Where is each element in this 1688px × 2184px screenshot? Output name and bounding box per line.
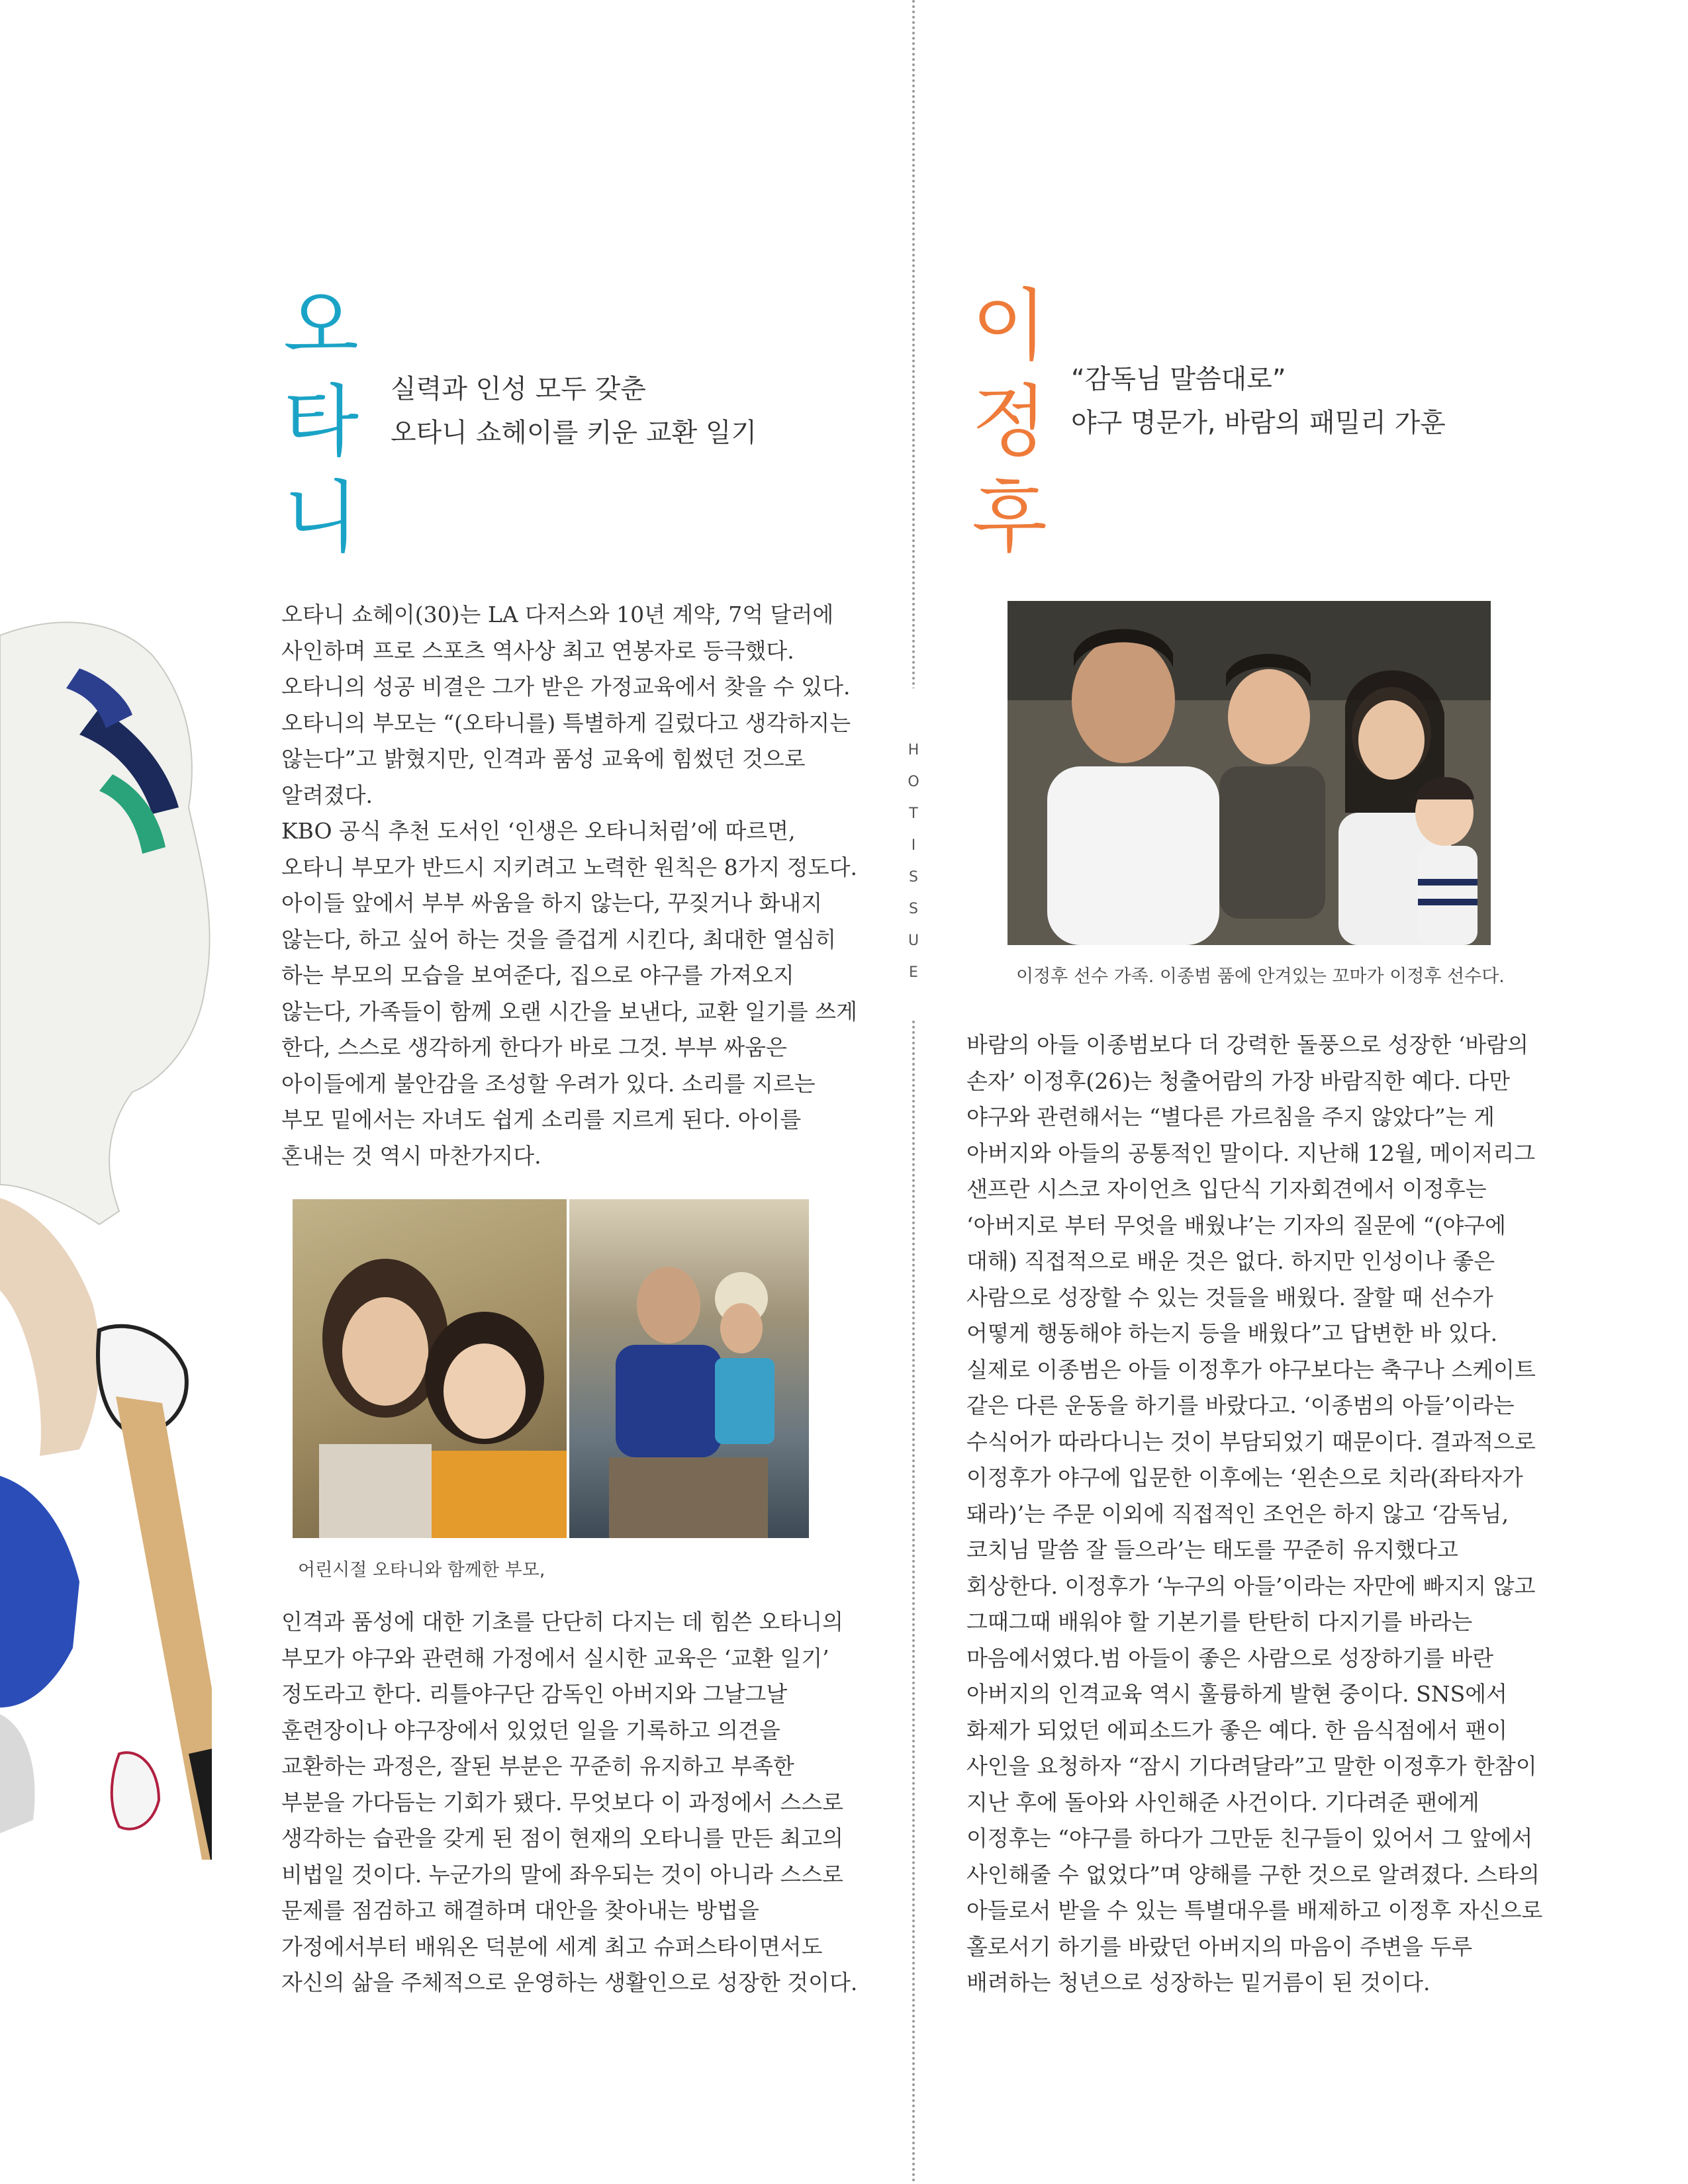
body-line: 않는다”고 밝혔지만, 인격과 품성 교육에 힘썼던 것으로 (281, 746, 806, 772)
body-line: 아버지의 인격교육 역시 훌륭하게 발현 중이다. SNS에서 (966, 1681, 1507, 1707)
body-line: 하는 부모의 모습을 보여준다, 집으로 야구를 가져오지 (281, 962, 794, 988)
ohtani-mother-photo (293, 1199, 567, 1538)
name-char: 니 (283, 472, 359, 563)
ohtani-vertical-name (283, 278, 359, 566)
section-label-letter: H (908, 742, 919, 758)
body-line: 이정후는 “야구를 하다가 그만둔 친구들이 있어서 그 앞에서 (966, 1825, 1533, 1851)
body-line: 훈련장이나 야구장에서 있었던 일을 기록하고 의견을 (281, 1717, 780, 1743)
lee-vertical-name (972, 278, 1047, 566)
body-line: 어떻게 행동해야 하는지 등을 배웠다”고 답변한 바 있다. (966, 1320, 1498, 1346)
section-label-letter: T (909, 805, 918, 822)
body-line: 사인하며 프로 스포츠 역사상 최고 연봉자로 등극했다. (281, 637, 794, 664)
body-line: 인격과 품성에 대한 기초를 단단히 다지는 데 힘쓴 오타니의 (281, 1609, 843, 1635)
body-line: KBO 공식 추천 도서인 ‘인생은 오타니처럼’에 따르면, (281, 818, 796, 844)
body-line: 생각하는 습관을 갖게 된 점이 현재의 오타니를 만든 최고의 (281, 1825, 843, 1851)
body-line: 배려하는 청년으로 성장하는 밑거름이 된 것이다. (966, 1970, 1430, 1995)
body-line: 화제가 되었던 에피소드가 좋은 예다. 한 음식점에서 팬이 (966, 1717, 1508, 1743)
body-line: 부모 밑에서는 자녀도 쉽게 소리를 지르게 된다. 아이를 (281, 1107, 802, 1132)
body-line: 마음에서였다.범 아들이 좋은 사람으로 성장하기를 바란 (966, 1645, 1494, 1671)
body-line: 사인을 요청하자 “잠시 기다려달라”고 말한 이정후가 한참이 (966, 1753, 1537, 1779)
body-line: 않는다, 하고 싶어 하는 것을 즐겁게 시킨다, 최대한 열심히 (281, 926, 837, 952)
body-line: 알려졌다. (281, 782, 373, 808)
section-label-letter: S (909, 869, 918, 886)
section-label-letter: U (908, 933, 919, 949)
name-char: 이 (972, 280, 1047, 371)
body-line: 부모가 야구와 관련해 가정에서 실시한 교육은 ‘교환 일기’ (281, 1645, 829, 1671)
name-char: 타 (283, 376, 359, 467)
lee-photo-caption: 이정후 선수 가족. 이종범 품에 안겨있는 꼬마가 이정후 선수다. (1016, 966, 1505, 987)
body-line: 같은 다른 운동을 하기를 바랐다고. ‘이종범의 아들’이라는 (966, 1392, 1515, 1418)
section-label (906, 735, 921, 989)
body-line: 오타니 쇼헤이(30)는 LA 다저스와 10년 계약, 7억 달러에 (281, 602, 834, 627)
body-line: 사람으로 성장할 수 있는 것들을 배웠다. 잘할 때 선수가 (966, 1284, 1493, 1310)
ohtani-body-part-2 (281, 1604, 857, 2001)
body-line: 혼내는 것 역시 마찬가지다. (281, 1142, 541, 1169)
body-line: 샌프란 시스코 자이언츠 입단식 기자회견에서 이정후는 (966, 1176, 1487, 1202)
section-label-letter: O (908, 774, 919, 790)
ohtani-father-photo (569, 1199, 809, 1538)
body-line: 정도라고 한다. 리틀야구단 감독인 아버지와 그날그날 (281, 1681, 788, 1707)
body-line: 바람의 아들 이종범보다 더 강력한 돌풍으로 성장한 ‘바람의 (966, 1032, 1528, 1058)
section-label-letter: S (909, 901, 918, 917)
body-line: 않는다, 가족들이 함께 오랜 시간을 보낸다, 교환 일기를 쓰게 (281, 998, 857, 1024)
body-line: 교환하는 과정은, 잘된 부분은 꾸준히 유지하고 부족한 (281, 1753, 794, 1779)
body-line: 돼라)’는 주문 이외에 직접적인 조언은 하지 않고 ‘감독님, (966, 1500, 1509, 1527)
body-line: ‘아버지로 부터 무엇을 배웠냐’는 기자의 질문에 “(야구에 (966, 1212, 1506, 1238)
lee-family-photo (1008, 601, 1491, 945)
body-line: 지난 후에 돌아와 사인해준 사건이다. 기다려준 팬에게 (966, 1789, 1479, 1815)
body-line: 홀로서기 하기를 바랐던 아버지의 마음이 주변을 두루 (966, 1933, 1473, 1960)
ohtani-photo-caption: 어린시절 오타니와 함께한 부모, (298, 1560, 545, 1580)
name-char: 후 (972, 472, 1047, 563)
headline-line: 오타니 쇼헤이를 키운 교환 일기 (391, 418, 757, 448)
body-line: 한다, 스스로 생각하게 한다가 바로 그것. 부부 싸움은 (281, 1034, 787, 1060)
body-line: 문제를 점검하고 해결하며 대안을 찾아내는 방법을 (281, 1897, 759, 1923)
section-label-letter: I (911, 837, 916, 854)
center-divider (912, 0, 915, 2184)
body-line: 아들로서 받을 수 있는 특별대우를 배제하고 이정후 자신으로 (966, 1897, 1543, 1923)
headline-line: 실력과 인성 모두 갖춘 (391, 374, 646, 404)
body-line: 오타니의 성공 비결은 그가 받은 가정교육에서 찾을 수 있다. (281, 674, 851, 700)
section-label-letter: E (909, 964, 918, 981)
body-line: 사인해줄 수 없었다”며 양해를 구한 것으로 알려졌다. 스타의 (966, 1861, 1540, 1888)
body-line: 오타니 부모가 반드시 지키려고 노력한 원칙은 8가지 정도다. (281, 854, 857, 880)
body-line: 아이들에게 불안감을 조성할 우려가 있다. 소리를 지르는 (281, 1070, 816, 1097)
name-char: 정 (972, 376, 1047, 467)
lee-headline (1071, 357, 1446, 445)
ohtani-headline (391, 367, 757, 455)
body-line: 야구와 관련해서는 “별다른 가르침을 주지 않았다”는 게 (966, 1104, 1495, 1130)
body-line: 대해) 직접적으로 배운 것은 없다. 하지만 인성이나 좋은 (966, 1248, 1495, 1274)
body-line: 회상한다. 이정후가 ‘누구의 아들’이라는 자만에 빠지지 않고 (966, 1572, 1536, 1599)
body-line: 수식어가 따라다니는 것이 부담되었기 때문이다. 결과적으로 (966, 1428, 1536, 1455)
athlete-cutout-image (0, 615, 212, 1860)
body-line: 아이들 앞에서 부부 싸움을 하지 않는다, 꾸짖거나 화내지 (281, 890, 823, 916)
lee-body (966, 1027, 1542, 2001)
name-char: 오 (283, 280, 359, 371)
ohtani-body-part-1 (281, 597, 857, 1174)
body-line: 아버지와 아들의 공통적인 말이다. 지난해 12월, 메이저리그 (966, 1140, 1536, 1166)
headline-line: “감독님 말씀대로” (1071, 364, 1286, 394)
body-line: 손자’ 이정후(26)는 청출어람의 가장 바람직한 예다. 다만 (966, 1068, 1511, 1094)
body-line: 실제로 이종범은 아들 이정후가 야구보다는 축구나 스케이트 (966, 1356, 1536, 1383)
body-line: 오타니의 부모는 “(오타니를) 특별하게 길렀다고 생각하지는 (281, 709, 851, 736)
body-line: 이정후가 야구에 입문한 이후에는 ‘왼손으로 치라(좌타자가 (966, 1465, 1523, 1490)
body-line: 가정에서부터 배워온 덕분에 세계 최고 슈퍼스타이면서도 (281, 1933, 823, 1960)
body-line: 비법일 것이다. 누군가의 말에 좌우되는 것이 아니라 스스로 (281, 1861, 843, 1888)
body-line: 코치님 말씀 잘 들으라’는 태도를 꾸준히 유지했다고 (966, 1537, 1458, 1563)
body-line: 자신의 삶을 주체적으로 운영하는 생활인으로 성장한 것이다. (281, 1970, 858, 1995)
body-line: 그때그때 배워야 할 기본기를 탄탄히 다지기를 바라는 (966, 1609, 1473, 1635)
headline-line: 야구 명문가, 바람의 패밀리 가훈 (1071, 408, 1446, 438)
body-line: 부분을 가다듬는 기회가 됐다. 무엇보다 이 과정에서 스스로 (281, 1789, 843, 1815)
